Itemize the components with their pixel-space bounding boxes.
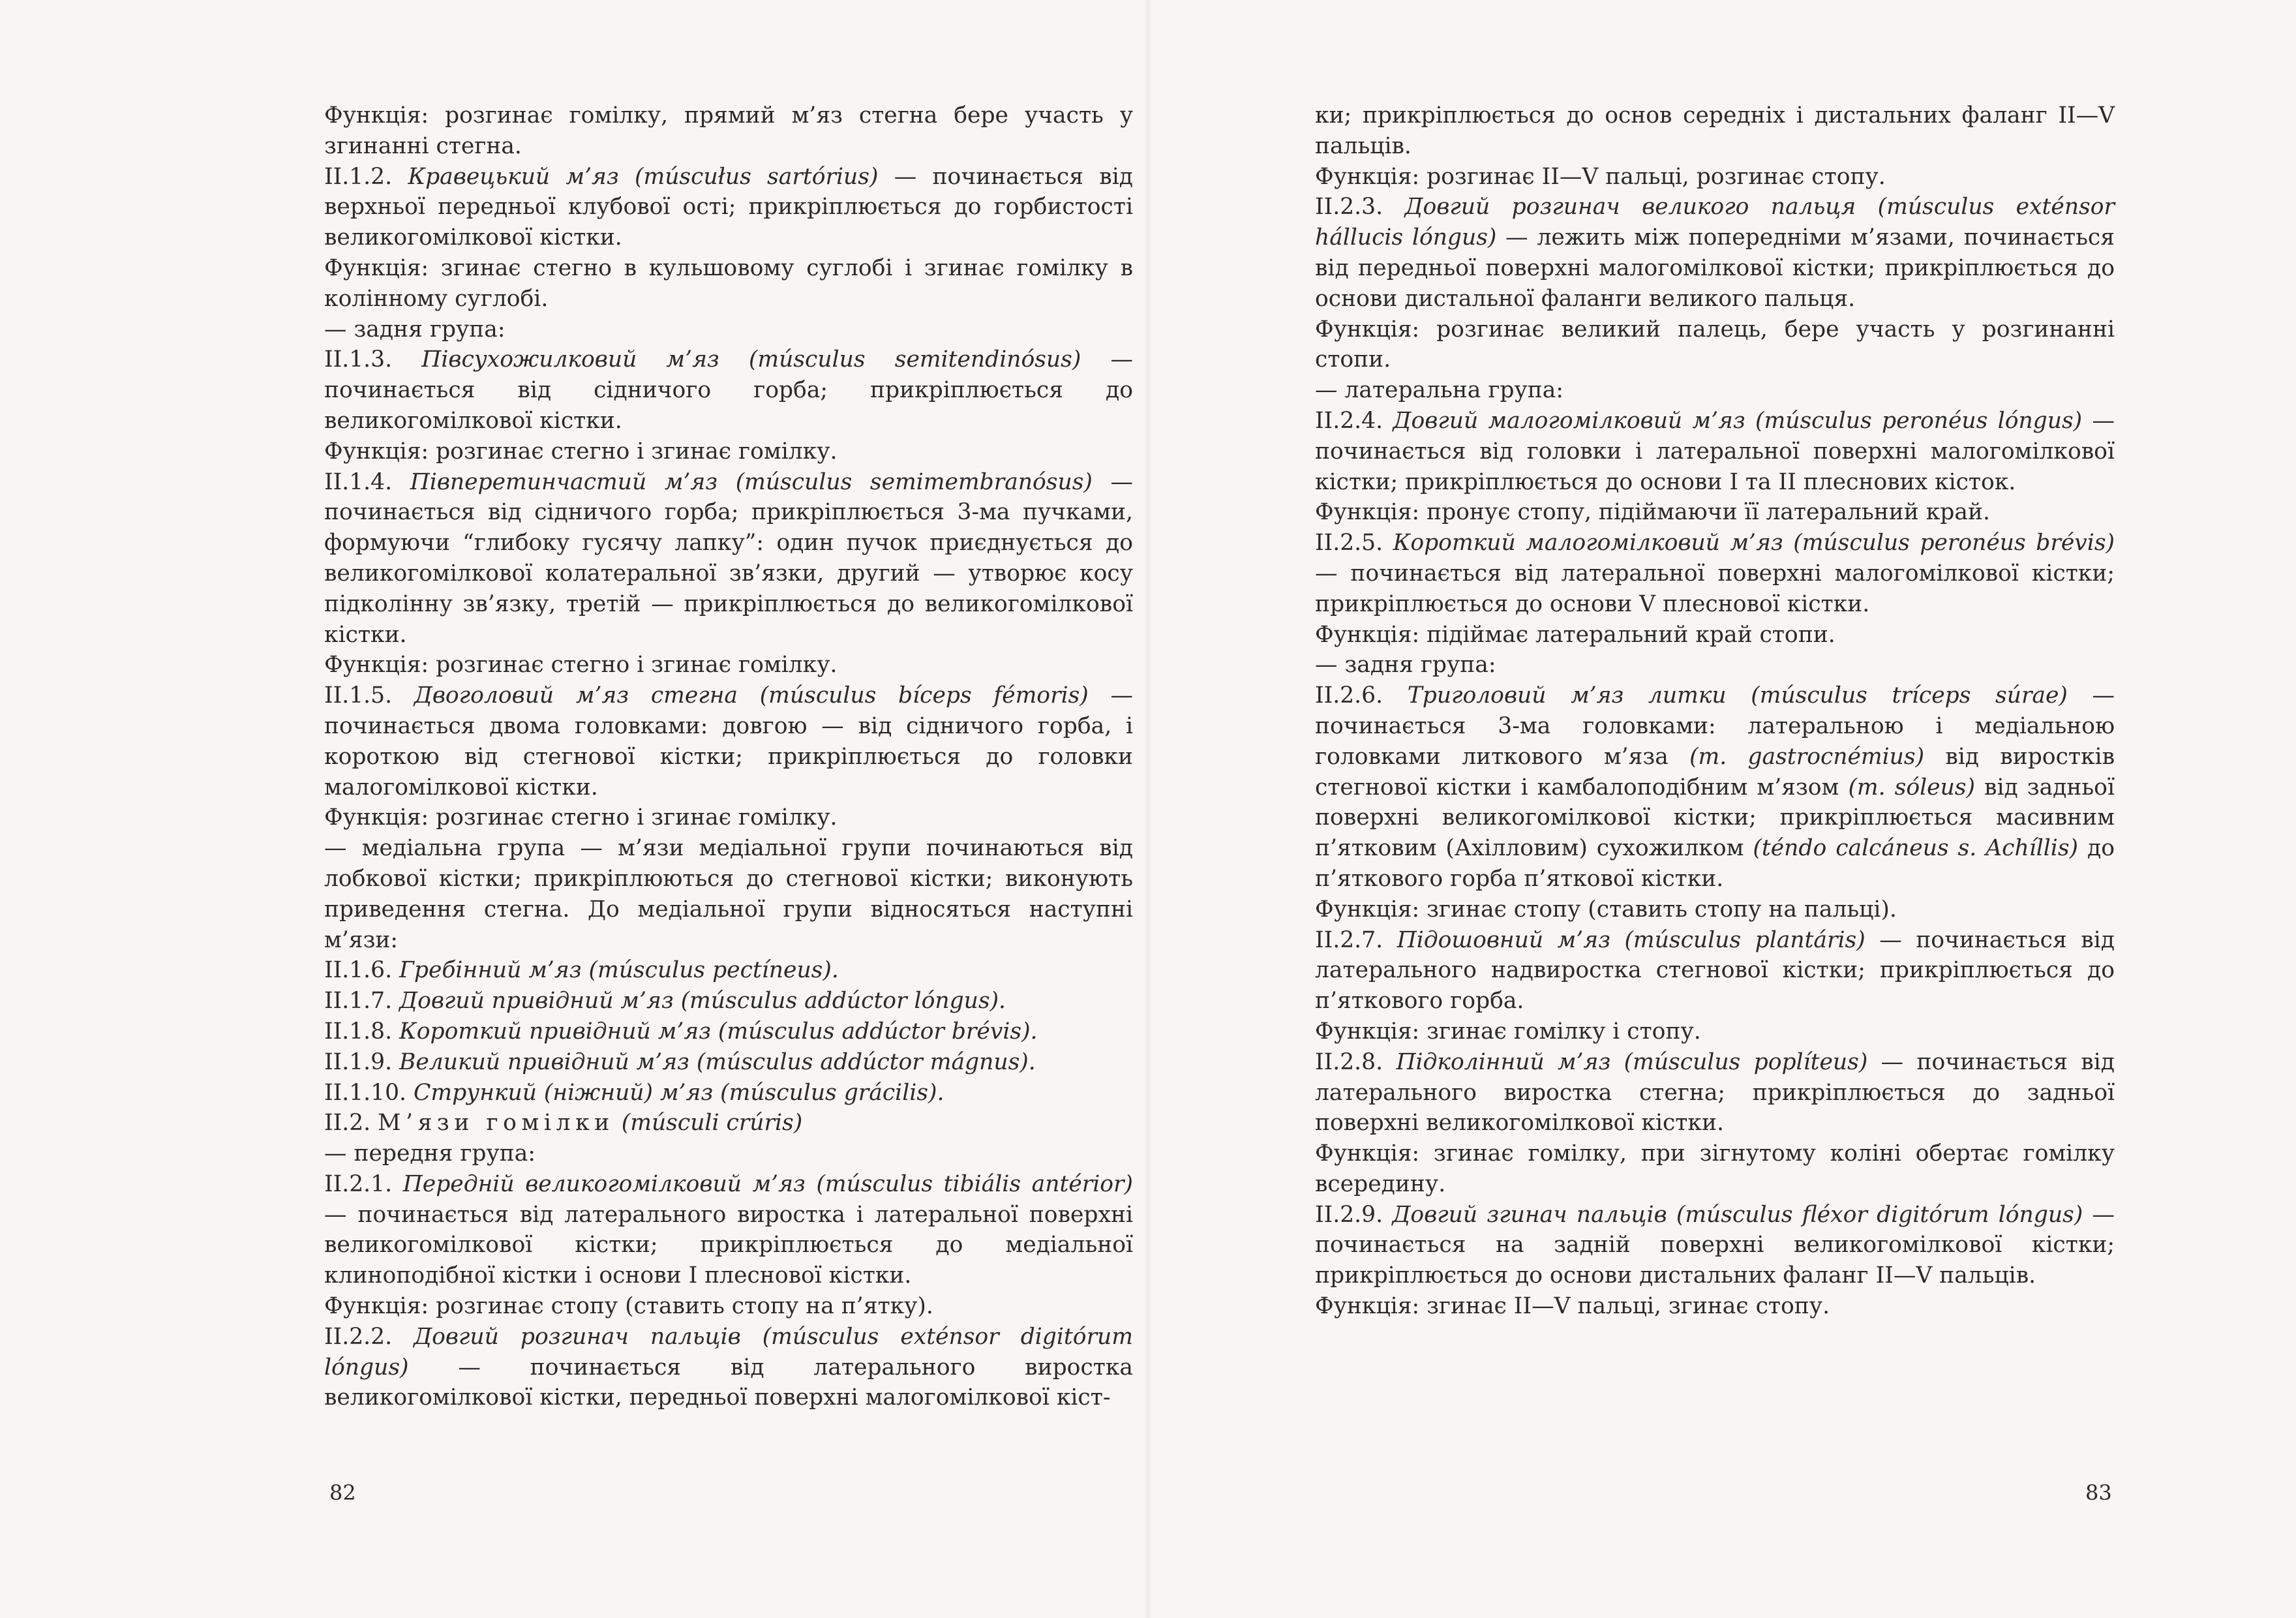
latin-term: Двоголовий м’яз стегна (músculus bíceps fémoris) bbox=[414, 682, 1089, 709]
text-run: Функція: розгинає стегно і згинає гомілку. bbox=[324, 652, 838, 679]
text-run: II.2.4. bbox=[1315, 407, 1393, 434]
text-run: — починається від сідничого горба; прикріплюється до великогомілкової кістки. bbox=[324, 346, 1134, 434]
paragraph bbox=[1315, 528, 2115, 619]
left-page-number: 82 bbox=[329, 1480, 356, 1505]
text-run: від задньої поверхні великогомілкової кістки; прикріплюється масивним п’ятковим (Ахілловим) сухожилком bbox=[1315, 774, 2115, 862]
latin-term: (músculi crúris) bbox=[621, 1110, 803, 1137]
latin-term: Гребінний м’яз (músculus pectíneus). bbox=[399, 957, 839, 984]
text-run: Функція: згинає стопу (ставить стопу на пальці). bbox=[1315, 896, 1897, 923]
text-run: II.1.7. bbox=[324, 988, 400, 1015]
paragraph bbox=[1315, 100, 2115, 162]
latin-term: Великий привідний м’яз (músculus addúctor mágnus). bbox=[399, 1048, 1036, 1075]
text-run: II.1.9. bbox=[324, 1048, 400, 1075]
paragraph bbox=[324, 1047, 1133, 1078]
paragraph bbox=[324, 100, 1133, 162]
text-run: II.2.3. bbox=[1315, 194, 1405, 221]
paragraph bbox=[324, 650, 1133, 680]
latin-term: Довгий розгинач великого пальця (músculus exténsor hállucis lóngus) bbox=[1315, 194, 2115, 251]
section-heading: М’язи гомілки bbox=[378, 1110, 614, 1137]
paragraph bbox=[1315, 680, 2115, 894]
paragraph bbox=[324, 986, 1133, 1016]
right-page bbox=[1148, 0, 2296, 1618]
text-run: — починається від верхньої передньої клубової ості; прикріплюється до горбистості великогомілкової кістки. bbox=[324, 163, 1133, 251]
text-run: Функція: згинає гомілку, при зігнутому коліні обертає гомілку всередину. bbox=[1315, 1140, 2115, 1197]
right-page-text bbox=[1315, 100, 2115, 1322]
text-run: Функція: згинає стегно в кульшовому суглобі і згинає гомілку в колінному суглобі. bbox=[324, 254, 1133, 312]
latin-term: Кравецький м’яз (múscułus sartórius) bbox=[408, 163, 879, 190]
text-run: — починається двома головками: довгою — від сідничого горба, і короткою від стегнової кістки; прикріплюється до головки малогомілкової кістки. bbox=[324, 682, 1134, 801]
paragraph bbox=[324, 833, 1133, 955]
text-run: — починається від головки і латеральної поверхні малогомілкової кістки; прикріплюється до основи I та II плеснових кісток. bbox=[1315, 407, 2115, 495]
text-run: — задня група: bbox=[1315, 652, 1496, 679]
text-run: Функція: підіймає латеральний край стопи. bbox=[1315, 621, 1835, 648]
latin-term: (m. gastrocnémius) bbox=[1689, 743, 1925, 770]
paragraph bbox=[324, 253, 1133, 314]
paragraph bbox=[324, 1016, 1133, 1047]
text-run: — починається від латерального виростка і латеральної поверхні великогомілкової кістки; прикріплюється до медіальної клиноподібної кістки і основи I плеснової кістки. bbox=[324, 1201, 1133, 1289]
latin-term: Триголовий м’яз литки (músculus tríceps súrae) bbox=[1407, 682, 2068, 709]
paragraph bbox=[324, 955, 1133, 986]
text-run: від виростків стегнової кістки і камбалоподібним м’язом bbox=[1315, 743, 2115, 801]
paragraph bbox=[1315, 1016, 2115, 1047]
text-run: — латеральна група: bbox=[1315, 377, 1563, 404]
text-run bbox=[614, 1110, 622, 1136]
paragraph bbox=[324, 802, 1133, 833]
text-run: II.2.5. bbox=[1315, 530, 1393, 557]
text-run: — починається від латеральної поверхні малогомілкової кістки; прикріплюється до основи V плеснової кістки. bbox=[1315, 560, 2115, 617]
paragraph bbox=[324, 1322, 1133, 1413]
paragraph bbox=[324, 680, 1133, 802]
paragraph bbox=[1315, 375, 2115, 406]
latin-term: Підошовний м’яз (músculus plantáris) bbox=[1397, 926, 1865, 953]
latin-term: (m. sóleus) bbox=[1848, 774, 1975, 801]
paragraph bbox=[1315, 925, 2115, 1016]
text-run: II.2.9. bbox=[1315, 1201, 1393, 1228]
text-run: II.1.8. bbox=[324, 1018, 400, 1045]
latin-term: Передній великогомілковий м’яз (músculus tibiális antérior) bbox=[402, 1170, 1133, 1197]
text-run: II.1.3. bbox=[324, 346, 422, 373]
latin-term: Довгий привідний м’яз (músculus addúctor lóngus). bbox=[399, 988, 1006, 1015]
text-run: ки; прикріплюється до основ середніх і дистальних фаланг II—V пальців. bbox=[1315, 102, 2115, 159]
text-run: Функція: розгинає стегно і згинає гомілку. bbox=[324, 804, 838, 831]
text-run: II.2.2. bbox=[324, 1323, 414, 1350]
text-run: — передня група: bbox=[324, 1140, 536, 1167]
right-page-number: 83 bbox=[2085, 1480, 2112, 1505]
text-run: — починається на задній поверхні великогомілкової кістки; прикріплюється до основи дистальних фаланг II—V пальців. bbox=[1315, 1201, 2115, 1289]
paragraph bbox=[1315, 1291, 2115, 1322]
text-run: Функція: розгинає стегно і згинає гомілку. bbox=[324, 438, 838, 465]
text-run: — починається 3-ма головками: латеральною і медіальною головками литкового м’яза bbox=[1315, 682, 2115, 770]
latin-term: Півсухожилковий м’яз (músculus semitendinósus) bbox=[421, 346, 1081, 373]
paragraph bbox=[324, 314, 1133, 345]
latin-term: Короткий малогомілковий м’яз (músculus peronéus brévis) bbox=[1393, 530, 2115, 557]
latin-term: Півперетинчастий м’яз (músculus semimembranósus) bbox=[410, 468, 1093, 495]
paragraph bbox=[324, 1169, 1133, 1291]
text-run: Функція: розгинає великий палець, бере участь у розгинанні стопи. bbox=[1315, 316, 2115, 373]
latin-term: Довгий згинач пальців (músculus fléxor digitórum lóngus) bbox=[1392, 1201, 2083, 1228]
text-run: II.1.6. bbox=[324, 957, 400, 984]
latin-term: Стрункий (ніжний) м’яз (músculus grácilis). bbox=[413, 1079, 944, 1106]
text-run: Функція: згинає гомілку і стопу. bbox=[1315, 1018, 1701, 1045]
text-run: II.1.2. bbox=[324, 163, 408, 190]
latin-term: Короткий привідний м’яз (músculus addúctor brévis). bbox=[399, 1018, 1038, 1045]
paragraph bbox=[324, 1078, 1133, 1108]
left-page-text bbox=[324, 100, 1133, 1413]
paragraph bbox=[324, 1138, 1133, 1169]
paragraph bbox=[1315, 162, 2115, 192]
text-run: II.2. bbox=[324, 1110, 378, 1137]
text-run: Функція: розгинає II—V пальці, розгинає стопу. bbox=[1315, 163, 1886, 190]
paragraph bbox=[324, 436, 1133, 467]
text-run: II.2.7. bbox=[1315, 926, 1397, 953]
paragraph bbox=[324, 467, 1133, 650]
paragraph bbox=[1315, 314, 2115, 376]
latin-term: Довгий малогомілковий м’яз (músculus peronéus lóngus) bbox=[1393, 407, 2083, 434]
paragraph bbox=[324, 1108, 1133, 1138]
paragraph bbox=[1315, 1138, 2115, 1200]
text-run: Функція: розгинає стопу (ставить стопу на п’ятку). bbox=[324, 1293, 933, 1320]
paragraph bbox=[1315, 192, 2115, 314]
latin-term: Довгий розгинач пальців (músculus exténsor digitórum lóngus) bbox=[324, 1323, 1133, 1381]
text-run: — починається від сідничого горба; прикріплюється 3-ма пучками, формуючи “глибоку гусячу лапку”: один пучок приєднується до великогомілкової колатеральної зв’язки, другий — утворює косу підколінну зв’язку, третій — прикріплюється до великогомілкової кістки. bbox=[324, 468, 1134, 648]
latin-term: (téndo calcáneus s. Achíllis) bbox=[1753, 835, 2078, 862]
text-run: — починається від латерального виростка великогомілкової кістки, передньої поверхні малогомілкової кіст- bbox=[324, 1354, 1133, 1411]
paragraph bbox=[1315, 1200, 2115, 1291]
paragraph bbox=[324, 1291, 1133, 1322]
text-run: — медіальна група — м’язи медіальної групи починаються від лобкової кістки; прикріплюються до стегнової кістки; виконують приведення стегна. До медіальної групи відносяться наступні м’язи: bbox=[324, 835, 1133, 953]
text-run: II.1.5. bbox=[324, 682, 414, 709]
paragraph bbox=[324, 162, 1133, 253]
text-run: II.1.10. bbox=[324, 1079, 414, 1106]
text-run: II.2.1. bbox=[324, 1170, 403, 1197]
text-run: — починається від латерального надвиростка стегнової кістки; прикріплюється до п’яткового горба. bbox=[1315, 926, 2115, 1015]
text-run: до п’яткового горба п’яткової кістки. bbox=[1315, 835, 2115, 892]
paragraph bbox=[1315, 497, 2115, 528]
text-run: II.1.4. bbox=[324, 468, 410, 495]
paragraph bbox=[1315, 406, 2115, 497]
latin-term: Підколінний м’яз (músculus poplíteus) bbox=[1396, 1048, 1868, 1075]
text-run: Функція: розгинає гомілку, прямий м’яз стегна бере участь у згинанні стегна. bbox=[324, 102, 1133, 159]
paragraph bbox=[324, 344, 1133, 436]
paragraph bbox=[1315, 650, 2115, 680]
text-run: — лежить між попередніми м’язами, починається від передньої поверхні малогомілкової кістки; прикріплюється до основи дистальної фаланги великого пальця. bbox=[1315, 224, 2115, 312]
text-run: — задня група: bbox=[324, 316, 506, 343]
text-run: II.2.8. bbox=[1315, 1048, 1397, 1075]
text-run: Функція: згинає II—V пальці, згинає стопу. bbox=[1315, 1293, 1830, 1320]
text-run: II.2.6. bbox=[1315, 682, 1408, 709]
paragraph bbox=[1315, 620, 2115, 650]
paragraph bbox=[1315, 894, 2115, 925]
text-run: Функція: пронує стопу, підіймаючи її латеральний край. bbox=[1315, 499, 1990, 526]
paragraph bbox=[1315, 1047, 2115, 1138]
text-run: — починається від латерального виростка стегна; прикріплюється до задньої поверхні великогомілкової кістки. bbox=[1315, 1048, 2115, 1137]
